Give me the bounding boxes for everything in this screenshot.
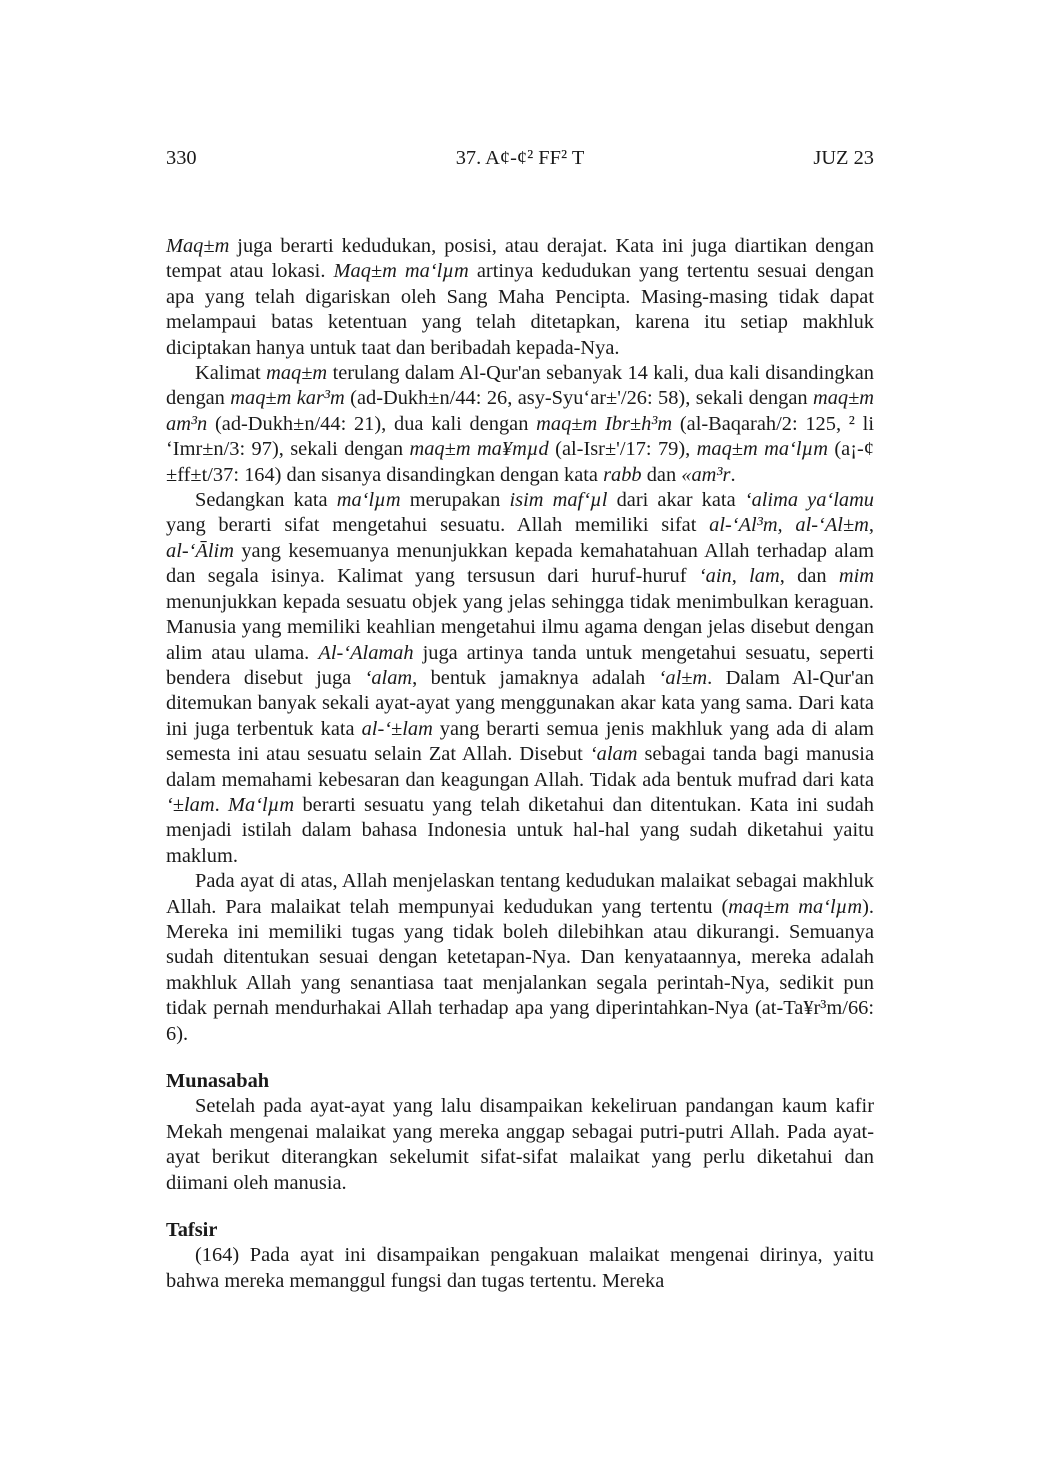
- paragraph-munasabah: Setelah pada ayat-ayat yang lalu disampaikan kekeliruan pandangan kaum kafir Mekah mengenai malaikat yang mereka anggap sebagai putri-putri Allah. Pada ayat-ayat berikut diterangkan sekelumit sifat-sifat malaikat yang perlu diketahui dan diimani oleh manusia.: [166, 1095, 874, 1194]
- italic-term: ‘alam: [589, 743, 638, 766]
- italic-term: ‘alam: [364, 666, 413, 689]
- italic-term: al-‘Ālim: [166, 539, 234, 562]
- italic-term: al-‘±lam: [361, 717, 433, 740]
- text-run: berarti sesuatu yang telah diketahui dan ditentukan. Kata ini sudah menjadi istilah dalam bahasa Indonesia untuk hal-hal yang sudah diketahui yaitu maklum.: [166, 793, 874, 867]
- document-page: [166, 146, 874, 1294]
- italic-term: maq±m Ibr±h³m: [536, 412, 673, 435]
- italic-term: rabb: [603, 463, 642, 486]
- text-run: dan: [641, 463, 682, 486]
- italic-term: maq±m ma‘lµm: [728, 895, 863, 918]
- text-run: ). Mereka ini memiliki tugas yang tidak boleh dilebihkan atau dikurangi. Semuanya sudah ditentukan sesuai dengan ketetapan-Nya. Dan kenyataannya, mereka adalah makhluk Allah yang senantiasa taat menjalankan segala perintah-Nya, sedikit pun tidak pernah mendurhakai Allah terhadap apa yang diperintahkan-Nya (at-Ta¥r³m/66: 6).: [166, 895, 874, 1045]
- italic-term: «am³r: [681, 463, 731, 486]
- paragraph-maqam-meaning: [166, 234, 874, 361]
- text-run: .: [214, 793, 229, 816]
- italic-term: maq±m am³n: [166, 387, 875, 435]
- italic-term: ‘ain: [698, 565, 732, 588]
- italic-term: ma‘lµm: [336, 489, 401, 512]
- juz-label: JUZ 23: [813, 147, 874, 169]
- text-run: (ad-Dukh±n/44: 26, asy-Syu‘ar±'/26: 58), sekali dengan: [344, 387, 813, 410]
- text-run: ,: [731, 565, 750, 588]
- italic-term: ‘alima ya‘lamu: [744, 489, 874, 512]
- paragraph-kalimat-maqam: [166, 361, 874, 488]
- text-run: (ad-Dukh±n/44: 21), dua kali dengan: [207, 412, 537, 435]
- italic-term: maq±m: [266, 362, 328, 385]
- italic-term: mim: [838, 565, 874, 588]
- running-header: [166, 146, 874, 172]
- text-run: , bentuk jamaknya adalah: [412, 666, 659, 689]
- text-run: Pada ayat di atas, Allah menjelaskan tentang kedudukan malaikat sebagai makhluk Allah. Para malaikat telah mempunyai kedudukan yang tertentu (: [166, 870, 874, 918]
- page-number: 330: [166, 147, 197, 169]
- italic-term: Maq±m: [166, 235, 230, 257]
- text-run: merupakan: [400, 489, 510, 512]
- section-heading-munasabah: Munasabah: [166, 1070, 270, 1092]
- paragraph-kedudukan-malaikat: [166, 869, 874, 1047]
- text-run: yang berarti sifat mengetahui sesuatu. Allah memiliki sifat: [166, 514, 710, 537]
- text-run: menunjukkan kepada sesuatu objek yang jelas sehingga tidak menimbulkan keraguan. Manusia yang memiliki keahlian mengetahui ilmu agama dengan jelas disebut dengan alim atau ulama.: [166, 590, 874, 664]
- text-run: (al-Baqarah/2: 125, ² li ‘Imr±n/3: 97), sekali dengan: [166, 412, 874, 461]
- paragraph-tafsir: (164) Pada ayat ini disampaikan pengakuan malaikat mengenai dirinya, yaitu bahwa mereka memanggul fungsi dan tugas tertentu. Mereka: [166, 1244, 874, 1292]
- italic-term: maq±m kar³m: [230, 387, 345, 410]
- text-run: . Dalam Al-Qur'an ditemukan banyak sekali ayat-ayat yang menggunakan akar kata yang sama. Dari kata ini juga terbentuk kata: [166, 666, 874, 740]
- italic-term: maq±m ma‘lµm: [696, 438, 828, 461]
- text-run: Sedangkan kata: [195, 489, 337, 512]
- text-run: Kalimat: [195, 362, 267, 385]
- italic-term: maq±m ma¥mµd: [409, 438, 549, 461]
- italic-term: Maq±m ma‘lµm: [333, 260, 469, 283]
- italic-term: al-‘Al³m, al-‘Al±m: [709, 514, 869, 537]
- text-run: yang berarti semua jenis makhluk yang ada di alam semesta ini atau sesuatu selain Zat Allah. Disebut: [166, 717, 874, 766]
- text-run: artinya kedudukan yang tertentu sesuai dengan apa yang telah digariskan oleh Sang Maha Pencipta. Masing-masing tidak dapat melampaui batas ketentuan yang telah ditetapkan, karena itu setiap makhluk diciptakan hanya untuk taat dan beribadah kepada-Nya.: [166, 260, 875, 359]
- italic-term: Al-‘Alamah: [318, 641, 414, 664]
- italic-term: lam: [749, 565, 780, 588]
- section-heading-tafsir: Tafsir: [166, 1219, 218, 1242]
- text-run: .: [730, 463, 736, 486]
- surah-title: 37. A¢-¢² FF² T: [455, 147, 585, 169]
- text-run: yang kesemuanya menunjukkan kepada kemahatahuan Allah terhadap alam dan segala isinya. Kalimat yang tersusun dari huruf-huruf: [166, 539, 874, 588]
- italic-term: Ma‘lµm: [228, 793, 295, 816]
- text-run: dari akar kata: [607, 489, 745, 512]
- italic-term: ‘±lam: [166, 793, 215, 816]
- text-run: terulang dalam Al-Qur'an sebanyak 14 kali, dua kali disandingkan dengan: [166, 362, 874, 410]
- text-run: (a¡-¢±ff±t/37: 164) dan sisanya disandingkan dengan kata: [166, 438, 874, 486]
- text-run: sebagai tanda bagi manusia dalam memahami kebesaran dan keagungan Allah. Tidak ada bentuk mufrad dari kata: [166, 743, 874, 791]
- italic-term: ‘al±m: [658, 666, 708, 689]
- text-run: juga artinya tanda untuk mengetahui sesuatu, seperti bendera disebut juga: [166, 641, 874, 689]
- text-run: ,: [868, 514, 874, 537]
- text-run: juga berarti kedudukan, posisi, atau derajat. Kata ini juga diartikan dengan tempat atau lokasi.: [166, 235, 874, 283]
- text-run: (al-Isr±'/17: 79),: [548, 438, 697, 461]
- paragraph-kata-malum: [166, 488, 874, 869]
- text-run: , dan: [779, 565, 839, 588]
- italic-term: isim maf‘µl: [509, 489, 608, 512]
